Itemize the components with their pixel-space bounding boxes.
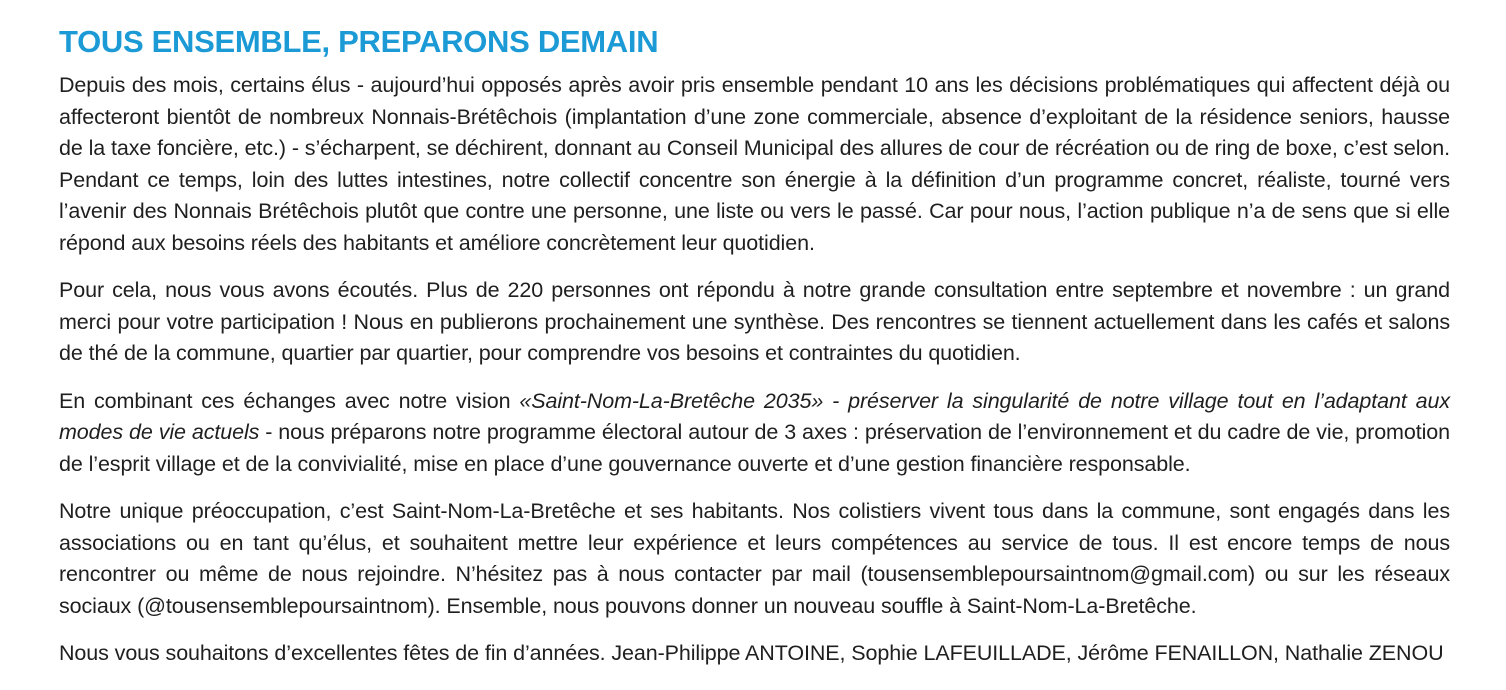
text-run: Notre unique préoccupation, c’est Saint-Nom-La-Bretêche et ses habitants. Nos colistiers vivent tous dans la commune, sont engagés dans les associations ou en tant qu’élus, et souhaitent mettre leur expérience et leurs compétences au service de tous. Il est encore temps de nous rencontrer ou même de nous rejoindre. N’hésitez pas à nous contacter par mail (tousensemblepoursaintnom@gmail.com) ou sur les réseaux sociaux (@tousensemblepoursaintnom). Ensemble, nous pouvons donner un nouveau souffle à Saint-Nom-La-Bretêche. — [59, 499, 1450, 618]
text-run: Depuis des mois, certains élus - aujourd’hui opposés après avoir pris ensemble pendant 10 ans les décisions problématiques qui affectent déjà ou affecteront bientôt de nombreux Nonnais-Brétêchois (implantation d’une zone commerciale, absence d’exploitant de la résidence seniors, hausse de la taxe foncière, etc.) - s’écharpent, se déchirent, donnant au Conseil Municipal des allures de cour de récréation ou de ring de boxe, c’est selon. Pendant ce temps, loin des luttes intestines, notre collectif concentre son énergie à la définition d’un programme concret, réaliste, tourné vers l’avenir des Nonnais Brétêchois plutôt que contre une personne, une liste ou vers le passé. Car pour nous, l’action publique n’a de sens que si elle répond aux besoins réels des habitants et améliore concrètement leur quotidien. — [59, 73, 1450, 255]
italic-text-run: «Saint-Nom-La-Bretêche 2035» - préserver la singularité de notre village tout en l’adaptant aux modes de vie actuels — [59, 388, 1450, 445]
article-paragraph — [59, 70, 1450, 259]
article-body — [59, 70, 1450, 670]
text-run: En combinant ces échanges avec notre vision — [59, 388, 520, 413]
text-run: Nous vous souhaitons d’excellentes fêtes de fin d’années. Jean-Philippe ANTOINE, Sophie LAFEUILLADE, Jérôme FENAILLON, Nathalie ZENOU — [59, 641, 1444, 666]
article-paragraph — [59, 496, 1450, 622]
article-paragraph — [59, 638, 1450, 670]
article-title: TOUS ENSEMBLE, PREPARONS DEMAIN — [59, 24, 659, 59]
text-run: Pour cela, nous vous avons écoutés. Plus de 220 personnes ont répondu à notre grande consultation entre septembre et novembre : un grand merci pour votre participation ! Nous en publierons prochainement une synthèse. Des rencontres se tiennent actuellement dans les cafés et salons de thé de la commune, quartier par quartier, pour comprendre vos besoins et contraintes du quotidien. — [59, 278, 1450, 366]
article-paragraph — [59, 386, 1450, 481]
text-run: - nous préparons notre programme électoral autour de 3 axes : préservation de l’environnement et du cadre de vie, promotion de l’esprit village et de la convivialité, mise en place d’une gouvernance ouverte et d’une gestion financière responsable. — [59, 420, 1450, 476]
article-paragraph — [59, 275, 1450, 370]
